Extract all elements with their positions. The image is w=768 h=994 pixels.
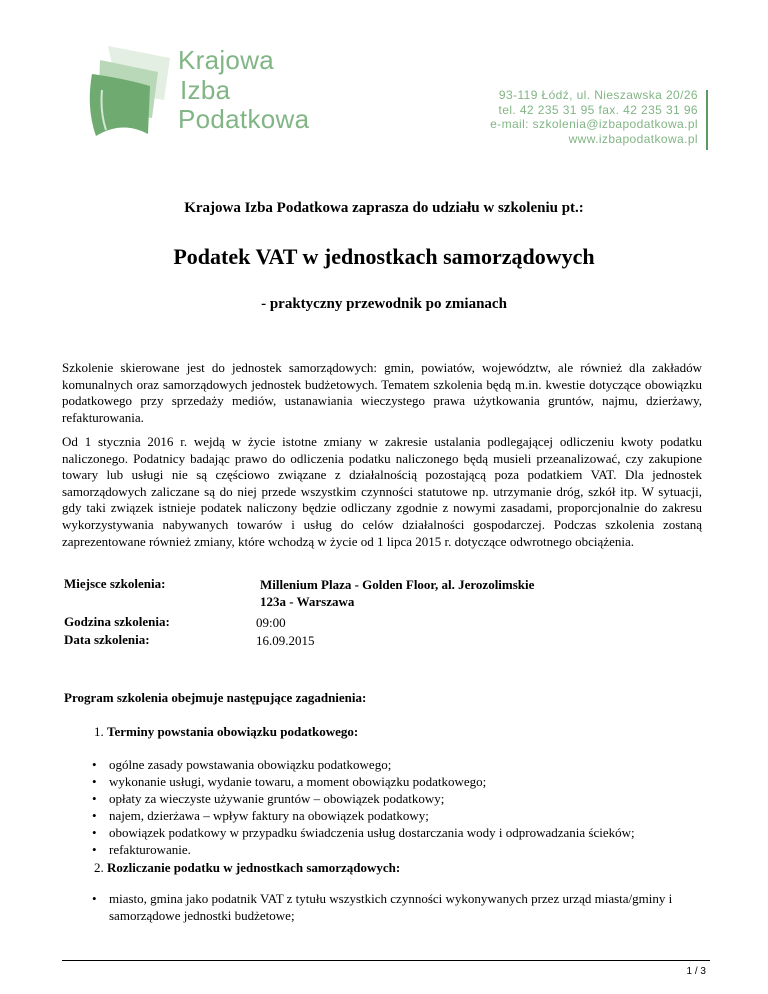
footer-divider [62, 960, 710, 961]
place-value [260, 576, 660, 610]
place-value-line-1: Millenium Plaza - Golden Floor, al. Jerozolimskie [260, 577, 535, 592]
logo-text-line-1: Krajowa [178, 45, 275, 75]
list-item: • miasto, gmina jako podatnik VAT z tytułu wszystkich czynności wykonywanych przez urząd miasta/gminy i samorządowe jednostki budżetowe; [92, 890, 692, 924]
list-item: • najem, dzierżawa – wpływ faktury na obowiązek podatkowy; [92, 807, 692, 824]
section-2-title: Rozliczanie podatku w jednostkach samorządowych: [107, 860, 401, 875]
program-heading: Program szkolenia obejmuje następujące zagadnienia: [64, 690, 367, 705]
time-label: Godzina szkolenia: [64, 614, 170, 629]
list-item: • ogólne zasady powstawania obowiązku podatkowego; [92, 756, 692, 773]
intro-paragraph: Szkolenie skierowane jest do jednostek samorządowych: gmin, powiatów, województw, ale również dla zakładów komunalnych oraz samorządowych jednostek budżetowych. Tematem szkolenia będą m.in. kwestie dotyczące obowiązku podatkowego przy sprzedaży mediów, ustanawiania wieczystego prawa użytkowania gruntów, najmu, dzierżawy, refakturowania. [62, 360, 702, 425]
contact-block [490, 88, 706, 146]
list-item: • wykonanie usługi, wydanie towaru, a moment obowiązku podatkowego; [92, 773, 692, 790]
place-label: Miejsce szkolenia: [64, 576, 166, 591]
invitation-line: Krajowa Izba Podatkowa zaprasza do udziału w szkoleniu pt.: [184, 200, 584, 216]
list-item: • obowiązek podatkowy w przypadku świadczenia usług dostarczania wody i odprowadzania ścieków; [92, 824, 692, 841]
section-1-title: Terminy powstania obowiązku podatkowego: [107, 724, 359, 739]
contact-divider-bar [706, 90, 708, 150]
contact-address: 93-119 Łódź, ul. Nieszawska 20/26 [498, 88, 698, 102]
page-number: 1 / 3 [686, 966, 706, 977]
contact-website[interactable]: www.izbapodatkowa.pl [568, 131, 698, 146]
contact-email[interactable]: e-mail: szkolenia@izbapodatkowa.pl [490, 117, 698, 131]
logo-text-line-2: Izba [180, 75, 231, 105]
section-2-number: 2. [94, 860, 104, 875]
logo-text-line-3: Podatkowa [178, 104, 310, 134]
changes-paragraph: Od 1 stycznia 2016 r. wejdą w życie istotne zmiany w zakresie ustalania podlegającej odliczeniu kwoty podatku naliczonego. Podatnicy badając prawo do odliczenia podatku naliczonego będą musieli przeanalizować, czy zakupione towary lub usługi nie są częściowo związane z działalnością pozostającą poza podatkiem VAT. Dla jednostek samorządowych zaliczane są do niej przede wszystkim czynności statutowe np. utrzymanie dróg, szkół itp. W sytuacji, gdy taki związek istnieje podatek naliczony będzie odliczany zgodnie z nowymi zasadami, proporcjonalnie do zakresu wykorzystywania nabywanych towarów i usług do celów działalności gospodarczej. Podczas szkolenia zostaną zaprezentowane również zmiany, które wchodzą w życie od 1 lipca 2015 r. dotyczące odwrotnego obciążenia. [62, 434, 702, 549]
document-title: Podatek VAT w jednostkach samorządowych [173, 244, 595, 269]
section-2-heading [94, 860, 400, 876]
list-item: • opłaty za wieczyste używanie gruntów – obowiązek podatkowy; [92, 790, 692, 807]
section-1-heading [94, 724, 358, 740]
document-subtitle: - praktyczny przewodnik po zmianach [261, 296, 507, 312]
section-1-list [92, 756, 692, 858]
place-value-line-2: 123a - Warszawa [260, 594, 355, 609]
date-label: Data szkolenia: [64, 632, 150, 647]
contact-phone: tel. 42 235 31 95 fax. 42 235 31 96 [498, 102, 698, 117]
time-value: 09:00 [256, 615, 286, 630]
logo-graphic [78, 38, 188, 148]
date-value: 16.09.2015 [256, 633, 315, 648]
section-2-list [92, 890, 692, 924]
list-item: • refakturowanie. [92, 841, 692, 858]
section-1-number: 1. [94, 724, 104, 739]
